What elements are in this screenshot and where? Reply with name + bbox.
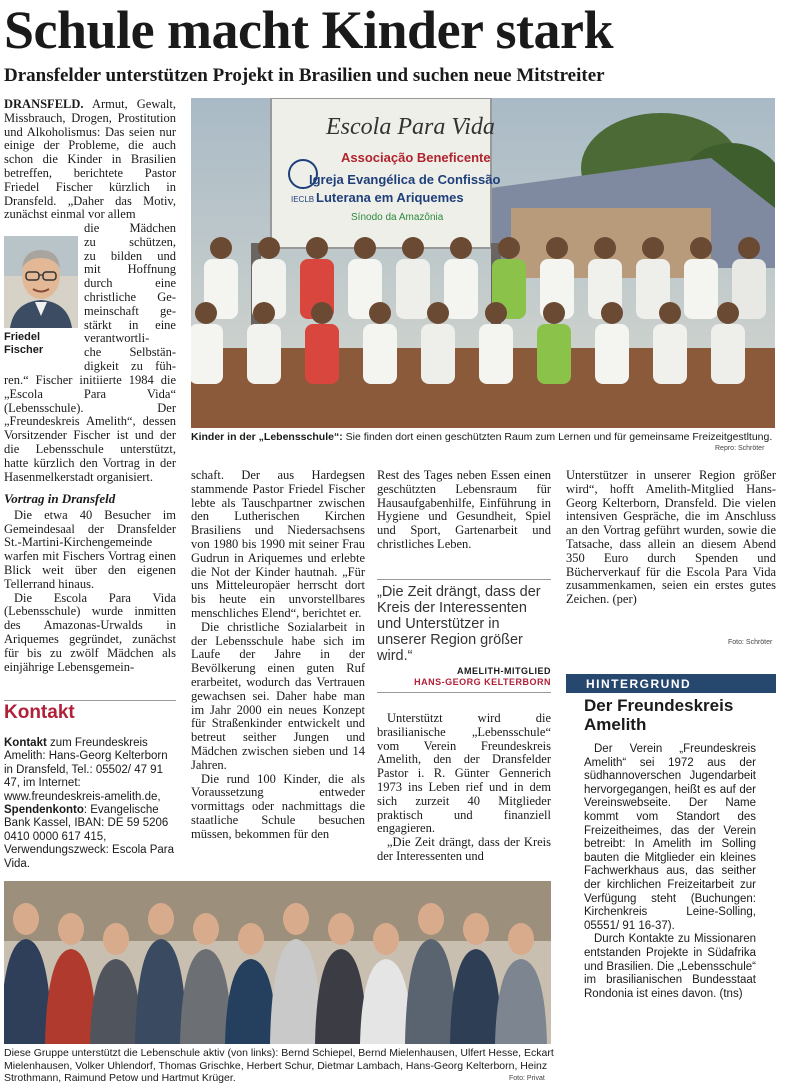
wrap-line: zu bilden und — [84, 248, 176, 263]
column-3-paragraph-3: „Die Zeit drängt, dass der Kreis der Interessenten und — [377, 835, 551, 863]
column-1-intro-b — [4, 374, 176, 484]
hintergrund-paragraph-1: Der Verein „Freundeskreis Amelith“ sei 1972 aus der südhannoverschen Jugendarbeit hervorgegangen, heißt es auf der Vereinswebseite. Der Name kommt vom Standort des Freizeitheimes, das der Verein betreibt: In Amelith im Solling bauten die Mitglieder ein kleines Fachwerkhaus aus, das seither der kirchlichen Freizeitarbeit zur Verfügung steht (Buchungen: Kirchenkreis Leine-Solling, 05551/ 91 16-37). — [584, 743, 756, 932]
sign-association: Associação Beneficente — [341, 150, 491, 165]
sign-church-line1: Igreja Evangélica de Confissão — [309, 172, 501, 187]
kontakt-text: zum Freundeskreis Amelith: Hans-Georg Kelterborn in Dransfeld, Tel.: 05502/ 47 91 47, im Internet: www.freundeskreis-amelith.de, — [4, 737, 168, 803]
kontakt-divider — [4, 700, 176, 701]
wrap-line: verantwortli- — [84, 331, 150, 346]
children-school-image — [191, 98, 775, 428]
hintergrund-paragraph-2: Durch Kontakte zu Missionaren entstanden Projekte in Südafrika und Brasilien. Die „Lebensschule“ im brasilianischen Bundesstaat Rondonia ist eines davon. (tns) — [584, 933, 756, 1000]
article-headline: Schule macht Kinder stark — [4, 0, 614, 60]
wrap-line: digkeit zu füh- — [84, 358, 176, 373]
column-3-paragraph-2: Unterstützt wird die brasilianische „Lebensschule“ vom Verein Freundeskreis Amelith, den der Dransfelder Pastor i. R. Günter Gennerich 1973 ins Leben rief und in dem sich zurzeit 40 Mitglieder praktisch und finanziell engagieren. — [377, 711, 551, 836]
portrait-name-line2: Fischer — [4, 344, 44, 356]
portrait-image — [4, 236, 78, 328]
hintergrund-body — [584, 743, 756, 1001]
portrait-caption — [4, 331, 78, 357]
top-photo-credit: Repro: Schröter — [715, 445, 765, 452]
column-4 — [566, 469, 776, 607]
pull-quote: „Die Zeit drängt, dass der Kreis der Interessenten und Unterstützer in unserer Region größer wird.“ — [377, 584, 541, 664]
column-1-body — [4, 492, 176, 674]
pull-quote-name: HANS-GEORG KELTERBORN — [414, 677, 551, 687]
sign-logo-text: IECLB — [291, 195, 315, 204]
column-3-body — [377, 712, 551, 864]
column-1-paragraph-2: Die etwa 40 Besucher im Gemeindesaal der Dransfelder St.-Martini-Kirchengemeinde warfen mit Fischers Vortrag einen Blick weit über den eigenen Tellerrand hinaus. — [4, 507, 176, 591]
group-photo — [4, 881, 551, 1044]
top-photo-caption-lead: Kinder in der „Lebensschule“: — [191, 431, 343, 443]
wrap-line: stärkt in eine — [84, 317, 176, 332]
wrap-line: zu schützen, — [84, 234, 176, 249]
column-4-paragraph-1: Unterstützer in unserer Region größer wird“, hofft Amelith-Mitglied Hans-Georg Kelterborn, Dransfeld. Die vielen intensiven Gespräche, die im Anschluss an den Vortrag geführt wurden, sowie die Tatsache, dass allein an diesem Abend 350 Euro durch Spenden und Bücherverkauf für die Escola Para Vida zusammenkamen, seien ein erstes gutes Zeichen. (per) — [566, 468, 776, 607]
quote-divider-top — [377, 579, 551, 580]
hintergrund-title: Der Freundeskreis Amelith — [584, 696, 734, 734]
wrap-line: die Mädchen — [84, 221, 176, 235]
intro-text-a: Armut, Gewalt, Missbrauch, Drogen, Prostitution und Alkoholismus: Das seien nur einige der Probleme, die auch schon die Kinder in Brasilien betreffen, berichtete Pastor Friedel Fischer kürzlich in Dransfeld. „Daher das Motiv, zunächst einmal vor allem — [4, 97, 177, 222]
column-2-paragraph-1: schaft. Der aus Hardegsen stammende Pastor Friedel Fischer lebte als Tauschpartner zwischen den Lutherischen Kirchen Brasiliens und Niedersachsens von 1980 bis 1990 mit seiner Frau Gudrun in Ariquemes und erlebte die Not der Kinder hautnah. „Für uns Mitteleuropäer herrscht dort bis heute ein unvorstellbares menschliches Elend“, berichtet er. — [191, 468, 365, 620]
intro-text-b: ren.“ Fischer initiierte 1984 die „Escola Para Vida“ (Lebensschule). Der „Freundeskreis Amelith“, dessen Vorsitzender Fischer ist und der die Lebensschule unterstützt, hatte kürzlich den Vortrag in der Hasenmelkerstadt organisiert. — [4, 373, 176, 484]
group-photo-image — [4, 881, 551, 1044]
kontakt-label: Kontakt — [4, 737, 47, 749]
column-3 — [377, 469, 551, 552]
wrap-line: che Selbstän- — [84, 345, 176, 360]
column-1-wrap — [84, 222, 176, 374]
column-2-paragraph-2: Die christliche Sozialarbeit in der Lebensschule habe sich im Laufe der Jahre in der Bevölkerung einen guten Ruf erarbeitet, wodurch das Vertrauen gewachsen sei. Daher habe man im Jahr 2000 ein neues Konzept für Straßenkinder entwickelt und betreut seither Jungen und Mädchen zwischen sieben und 14 Jahren. — [191, 619, 365, 772]
wrap-line: mit Hoffnung — [84, 262, 176, 277]
sign-school-name: Escola Para Vida — [326, 114, 495, 140]
column-3-paragraph-1: Rest des Tages neben Essen einen geschützten Lebensraum für Hausaufgabenhilfe, Einführung in Hygiene und Gesundheit, Spiel und Sport, Gartenarbeit und christliches Leben. — [377, 468, 551, 551]
portrait-friedel-fischer — [4, 236, 78, 328]
wrap-line: meinschaft ge- — [84, 303, 176, 318]
quote-divider-bottom — [377, 692, 551, 693]
article-subheadline: Dransfelder unterstützen Projekt in Brasilien und suchen neue Mitstreiter — [4, 65, 605, 86]
group-photo-credit: Foto: Privat — [509, 1075, 545, 1082]
group-photo-caption-text: Diese Gruppe unterstützt die Lebenschule aktiv (von links): Bernd Schiepel, Bernd Mielenhausen, Ulfert Hesse, Eckart Mielenhausen, Volker Uhlendorf, Thomas Grischke, Herbert Schur, Dietmar Lambach, Hans-Georg Kelterborn, Heinz Strothmann, Raimund Petow und Hartmut Krüger. — [4, 1047, 554, 1084]
kontakt-title: Kontakt — [4, 702, 75, 723]
group-photo-caption — [4, 1047, 554, 1085]
pull-quote-role: AMELITH-MITGLIED — [457, 666, 551, 676]
kontakt-body — [4, 737, 176, 871]
dateline: DRANSFELD. — [4, 97, 84, 111]
subheading-vortrag: Vortrag in Dransfeld — [4, 491, 116, 506]
wrap-line: christliche Ge- — [84, 289, 176, 304]
spendenkonto-text: : Evangelische Bank Kassel, IBAN: DE 59 5206 0410 0000 617 415, Verwendungszweck: Escola Para Vida. — [4, 804, 175, 870]
column-1-intro — [4, 98, 176, 222]
wrap-line: durch eine — [84, 276, 176, 291]
column-1-paragraph-3: Die Escola Para Vida (Lebensschule) wurde inmitten des Amazonas-Urwalds in Ariquemes gegründet, zunächst für bis zu zwölf Mädchen als einjährige Lebensgemein- — [4, 590, 176, 674]
column-2 — [191, 469, 365, 842]
hintergrund-bar: HINTERGRUND — [566, 674, 776, 693]
top-photo-caption-text: Sie finden dort einen geschützten Raum zum Lernen und für gemeinsame Freizeitgestltung. — [342, 431, 773, 443]
sign-church-line2: Luterana em Ariquemes — [316, 190, 464, 205]
column-4-credit: Foto: Schröter — [728, 639, 773, 646]
top-photo-caption — [191, 431, 775, 444]
spendenkonto-label: Spendenkonto — [4, 804, 84, 817]
children-school-photo — [191, 98, 775, 428]
portrait-name-line1: Friedel — [4, 331, 41, 343]
column-2-paragraph-3: Die rund 100 Kinder, die als Voraussetzung entweder vormittags oder nachmittags die staatliche Schule besuchen müssen, bekommen für den — [191, 771, 365, 841]
sign-synod: Sínodo da Amazônia — [351, 212, 444, 223]
